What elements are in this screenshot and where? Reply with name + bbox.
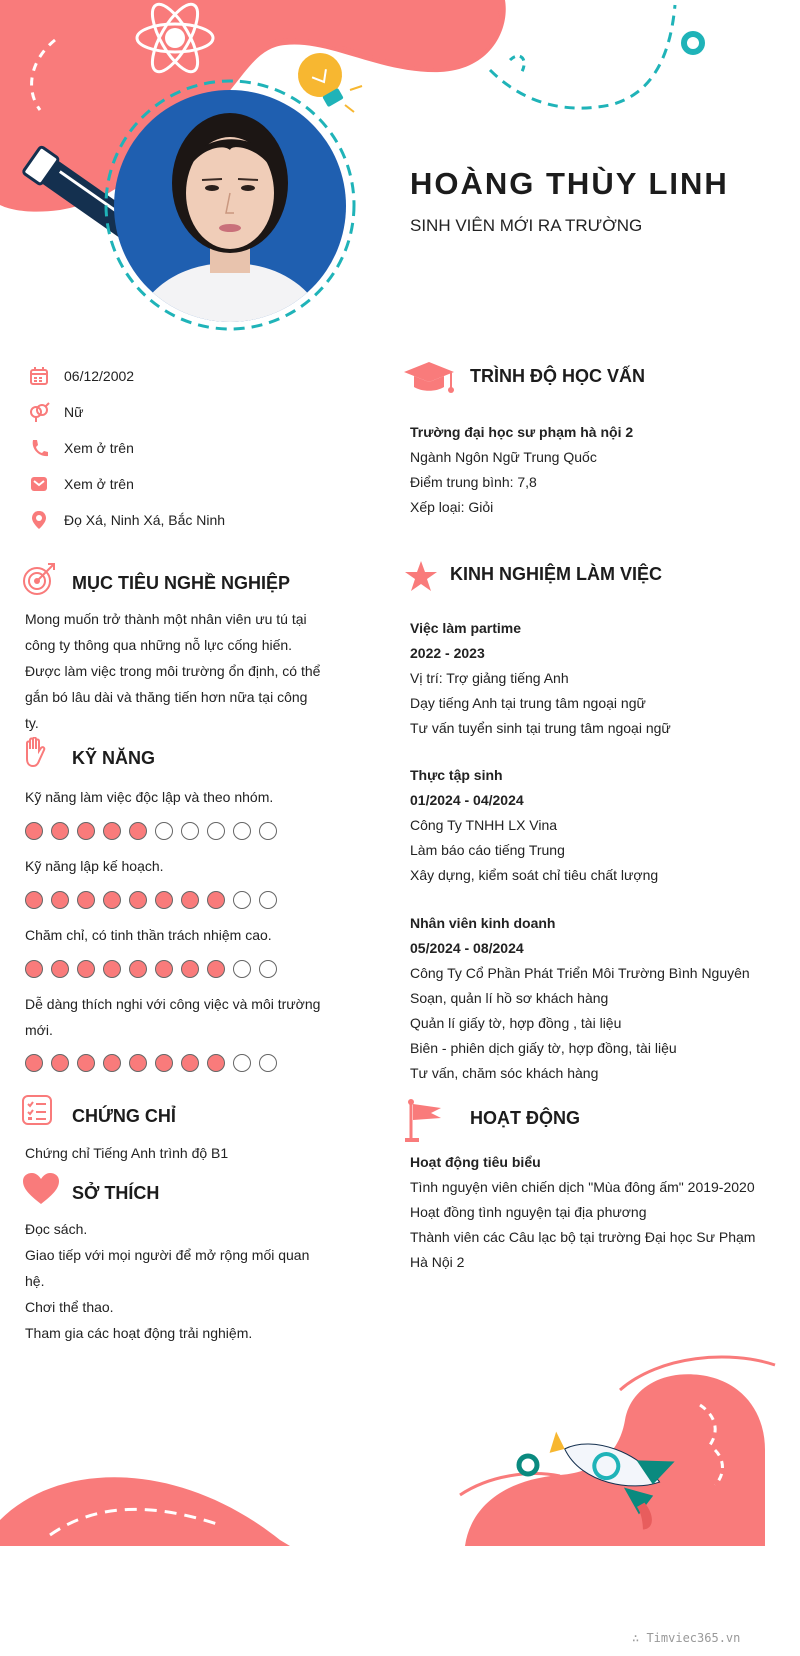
job-3: [410, 911, 790, 1086]
job-role: Việc làm partime: [410, 620, 522, 636]
objective-line: Mong muốn trở thành một nhân viên ưu tú tại: [25, 611, 307, 627]
skills-title: KỸ NĂNG: [72, 748, 156, 768]
hobby-line: Tham gia các hoạt động trải nghiệm.: [25, 1325, 253, 1341]
watermark: ∴ Timviec365.vn: [632, 1631, 741, 1645]
rating-dot-filled: [51, 822, 69, 840]
info-birthday: [28, 364, 135, 388]
rating-dot-filled: [77, 1054, 95, 1072]
rating-dot-empty: [259, 1054, 277, 1072]
skill-rating: [25, 960, 277, 978]
job-line: Xây dựng, kiểm soát chỉ tiêu chất lượng: [410, 867, 659, 883]
job-period: 01/2024 - 04/2024: [410, 792, 524, 808]
birthday-text: 06/12/2002: [64, 368, 135, 384]
rating-dot-filled: [155, 891, 173, 909]
rating-dot-filled: [207, 891, 225, 909]
rating-dot-filled: [207, 960, 225, 978]
skill-label-line: Chăm chỉ, có tinh thần trách nhiệm cao.: [25, 927, 272, 943]
skill-rating: [25, 822, 277, 840]
objective-line: gắn bó lâu dài và thăng tiến hơn nữa tại công: [25, 689, 308, 705]
calendar-icon: [28, 365, 50, 387]
rating-dot-filled: [25, 1054, 43, 1072]
education-title: TRÌNH ĐỘ HỌC VẤN: [470, 366, 645, 386]
skill-label-line: Kỹ năng làm việc độc lập và theo nhóm.: [25, 789, 274, 805]
star-icon: [404, 560, 438, 592]
job-1: [410, 616, 790, 741]
activity-line: Tình nguyện viên chiến dịch "Mùa đông ấm" 2019-2020: [410, 1179, 755, 1195]
skill-label: [25, 784, 325, 810]
job-role: Nhân viên kinh doanh: [410, 915, 556, 931]
activities-title: HOẠT ĐỘNG: [470, 1108, 580, 1128]
candidate-title: SINH VIÊN MỚI RA TRƯỜNG: [410, 216, 643, 235]
major-text: Ngành Ngôn Ngữ Trung Quốc: [410, 449, 597, 465]
info-phone: [28, 436, 134, 460]
gpa-text: Điểm trung bình: 7,8: [410, 474, 537, 490]
job-role: Thực tập sinh: [410, 767, 503, 783]
hobbies-title: SỞ THÍCH: [72, 1183, 160, 1203]
rating-dot-filled: [129, 822, 147, 840]
rating-dot-filled: [51, 960, 69, 978]
skill-label-line: mới.: [25, 1022, 53, 1038]
school-name: Trường đại học sư phạm hà nội 2: [410, 424, 634, 440]
job-line: Biên - phiên dịch giấy tờ, hợp đồng, tài liệu: [410, 1040, 677, 1056]
rating-dot-empty: [233, 1054, 251, 1072]
job-line: Quản lí giấy tờ, hợp đồng , tài liệu: [410, 1015, 622, 1031]
rating-dot-empty: [259, 960, 277, 978]
job-line: Tư vấn tuyển sinh tại trung tâm ngoại ngữ: [410, 720, 671, 736]
objective-line: Được làm việc trong môi trường ổn định, có thể: [25, 663, 321, 679]
rating-dot-filled: [25, 891, 43, 909]
job-period: 05/2024 - 08/2024: [410, 940, 524, 956]
rating-dot-filled: [181, 891, 199, 909]
education-details: [410, 420, 790, 520]
rating-dot-filled: [103, 960, 121, 978]
rating-dot-filled: [129, 960, 147, 978]
rating-dot-filled: [103, 1054, 121, 1072]
rating-dot-filled: [207, 1054, 225, 1072]
skill-label-line: Dễ dàng thích nghi với công việc và môi trường: [25, 996, 321, 1012]
rating-dot-filled: [155, 960, 173, 978]
rating-dot-filled: [103, 822, 121, 840]
rating-dot-empty: [207, 822, 225, 840]
rating-dot-filled: [77, 960, 95, 978]
gender-text: Nữ: [64, 404, 84, 420]
job-2: [410, 763, 790, 888]
rating-dot-filled: [129, 891, 147, 909]
job-line: Công Ty TNHH LX Vina: [410, 817, 558, 833]
certificate-text: Chứng chỉ Tiếng Anh trình độ B1: [25, 1145, 229, 1161]
info-address: [28, 508, 226, 532]
skill-label: [25, 991, 325, 1043]
candidate-name: HOÀNG THÙY LINH: [410, 166, 729, 201]
skill-rating: [25, 1054, 277, 1072]
experience-title: KINH NGHIỆM LÀM VIỆC: [450, 564, 663, 584]
info-gender: [28, 400, 84, 424]
phone-icon: [28, 437, 50, 459]
checklist-icon: [22, 1095, 54, 1127]
email-icon: [28, 473, 50, 495]
rating-dot-empty: [155, 822, 173, 840]
rating-dot-filled: [25, 960, 43, 978]
skill-label-line: Kỹ năng lập kế hoạch.: [25, 858, 164, 874]
job-period: 2022 - 2023: [410, 645, 485, 661]
job-line: Công Ty Cổ Phần Phát Triển Môi Trường Bình Nguyên: [410, 965, 750, 981]
activity-line: Hà Nội 2: [410, 1254, 465, 1270]
flag-icon: [405, 1098, 445, 1144]
phone-text: Xem ở trên: [64, 440, 134, 456]
rating-dot-filled: [181, 960, 199, 978]
rating-dot-filled: [51, 1054, 69, 1072]
hobby-line: hệ.: [25, 1273, 45, 1289]
rating-dot-filled: [77, 891, 95, 909]
email-text: Xem ở trên: [64, 476, 134, 492]
location-pin-icon: [28, 509, 50, 531]
rating-dot-empty: [233, 822, 251, 840]
rating-dot-empty: [259, 891, 277, 909]
target-icon: [22, 562, 56, 596]
rating-dot-filled: [129, 1054, 147, 1072]
certificates-title: CHỨNG CHỈ: [72, 1106, 176, 1126]
activity-line: Hoạt đồng tình nguyện tại địa phương: [410, 1204, 647, 1220]
rating-dot-filled: [51, 891, 69, 909]
skill-label: [25, 922, 325, 948]
graduation-cap-icon: [402, 360, 458, 394]
hand-icon: [22, 737, 48, 769]
job-line: Làm báo cáo tiếng Trung: [410, 842, 565, 858]
rating-dot-filled: [77, 822, 95, 840]
rating-dot-filled: [155, 1054, 173, 1072]
rating-dot-empty: [259, 822, 277, 840]
rank-text: Xếp loại: Giỏi: [410, 499, 494, 515]
activity-line: Thành viên các Câu lạc bộ tại trường Đại học Sư Phạm: [410, 1229, 756, 1245]
rating-dot-filled: [25, 822, 43, 840]
address-text: Đọ Xá, Ninh Xá, Bắc Ninh: [64, 512, 226, 528]
hobby-line: Chơi thể thao.: [25, 1299, 114, 1315]
rating-dot-empty: [181, 822, 199, 840]
skill-rating: [25, 891, 277, 909]
hobbies-text: [25, 1216, 325, 1346]
job-line: Vị trí: Trợ giảng tiếng Anh: [410, 670, 569, 686]
job-line: Dạy tiếng Anh tại trung tâm ngoại ngữ: [410, 695, 646, 711]
gender-icon: [28, 401, 50, 423]
objective-text: [25, 606, 325, 736]
hobby-line: Đọc sách.: [25, 1221, 88, 1237]
rating-dot-filled: [103, 891, 121, 909]
activities-details: [410, 1150, 790, 1275]
footer-decoration: [0, 1350, 790, 1656]
skill-label: [25, 853, 325, 879]
job-line: Soạn, quản lí hồ sơ khách hàng: [410, 990, 609, 1006]
objective-title: MỤC TIÊU NGHỀ NGHIỆP: [72, 573, 291, 593]
hobby-line: Giao tiếp với mọi người để mở rộng mối quan: [25, 1247, 310, 1263]
rating-dot-filled: [181, 1054, 199, 1072]
heart-icon: [22, 1172, 60, 1206]
rating-dot-empty: [233, 960, 251, 978]
objective-line: ty.: [25, 715, 39, 731]
activities-subtitle: Hoạt động tiêu biểu: [410, 1154, 541, 1170]
profile-photo: [112, 88, 348, 324]
rating-dot-empty: [233, 891, 251, 909]
info-email: [28, 472, 134, 496]
objective-line: công ty thông qua những nỗ lực cống hiến.: [25, 637, 293, 653]
job-line: Tư vấn, chăm sóc khách hàng: [410, 1065, 599, 1081]
